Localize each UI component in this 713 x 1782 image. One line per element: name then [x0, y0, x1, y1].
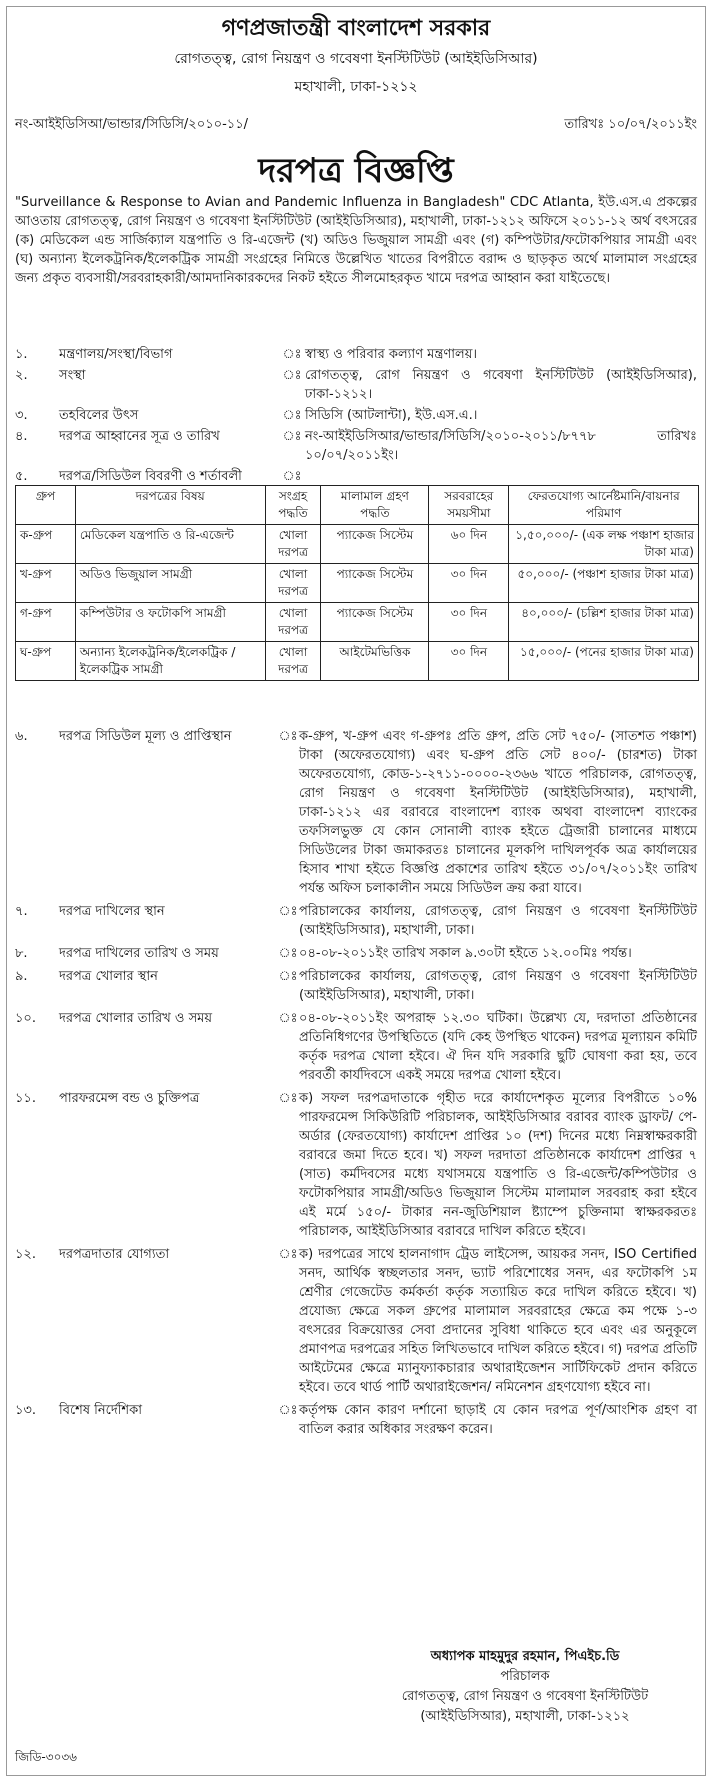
item-number: ২.	[15, 368, 28, 383]
info-item: ৩. তহবিলের উৎস ঃ সিডিসি (আটলান্টা), ইউ.এস.এ.।	[15, 406, 697, 425]
cell-amount: ৫০,০০০/- (পঞ্চাশ হাজার টাকা মাত্র)	[509, 564, 699, 603]
cell-receive: প্যাকেজ সিস্টেম	[321, 603, 429, 642]
term-number: ১১.	[15, 1091, 37, 1106]
info-item: ১. মন্ত্রণালয়/সংস্থা/বিভাগ ঃ স্বাস্থ্য ও পরিবার কল্যাণ মন্ত্রণালয়।	[15, 345, 697, 364]
term-item: ১০. দরপত্র খোলার তারিখ ও সময় ঃ ০৪-০৮-২০১১ইং অপরাহ্ন ১২.৩০ ঘটিকা। উল্লেখ্য যে, দরদাতা প্রতিষ্ঠানের প্রতিনিধিগণের উপস্থিতিতে (যদি কেহ উপস্থিত থাকেন) দরপত্র মূল্যায়ন কমিটি কর্তৃক দরপত্র খোলা হইবে। ঐ দিন যদি সরকারি ছুটি ঘোষণা করা হয়, তবে পরবর্তী কার্যদিবসে একই সময়ে দরপত্র খোলা হইবে।	[15, 1011, 697, 1083]
column-header: দরপত্রের বিষয়	[75, 486, 265, 525]
cell-amount: ১৫,০০০/- (পনের হাজার টাকা মাত্র)	[509, 642, 699, 681]
term-label: দরপত্র সিডিউল মূল্য ও প্রাপ্তিস্থান	[59, 729, 232, 744]
cell-time: ৩০ দিন	[429, 603, 509, 642]
term-value: ক) দরপত্রের সাথে হালনাগাদ ট্রেড লাইসেন্স, আয়কর সনদ, ISO Certified সনদ, আর্থিক স্বচ্ছলতার সনদ, ভ্যাট পরিশোধের সনদ, এর ফটোকপি ১ম শ্রেণীর গেজেটেড কর্মকর্তা কর্তৃক সত্যায়িত করে দাখিল করিতে হইবে। খ) প্রযোজ্য ক্ষেত্রে সকল গ্রুপের মালামাল সরবরাহের ক্ষেত্রে কম পক্ষে ১-৩ বৎসরের বিক্রয়োত্তর সেবা প্রদানের সুবিধা থাকিতে হবে এবং এর অনুকূলে প্রমাণপত্র দরপত্রের সহিত লিখিতভাবে দাখিল করিতে হইবে। গ) দরপত্র প্রতিটি আইটেমের ক্ষেত্রে ম্যানুফ্যাকচারার অথারাইজেশন সার্টিফিকেট প্রদান করিতে হইবে। তবে থার্ড পার্টি অথারাইজেশন/ নমিনেশন গ্রহণযোগ্য হইবে না।	[299, 1247, 697, 1395]
item-number: ৩.	[15, 408, 28, 423]
term-value: ক) সফল দরপত্রদাতাকে গৃহীত দরে কার্যাদেশকৃত মূল্যের বিপরীতে ১০% পারফরমেন্স সিকিউরিটি পরিচালক, আইইডিসিআর বরাবর ব্যাংক ড্রাফট/ পে-অর্ডার (ফেরতযোগ্য) কার্যাদেশ প্রাপ্তির ১০ (দশ) দিনের মধ্যে নিম্নস্বাক্ষরকারী বরাবরে জমা দিতে হবে। খ) সফল দরদাতা প্রতিষ্ঠানকে কার্যাদেশ প্রাপ্তির ৭ (সাত) কর্মদিবসের মধ্যে যথাসময়ে যন্ত্রপাতি ও রি-এজেন্ট/কম্পিউটার ও ফটোকপিয়ার সামগ্রী/অডিও ভিজুয়াল সিস্টেম মালামাল সরবরাহ করা হইবে এই মর্মে ১৫০/- টাকার নন-জুডিশিয়াল ষ্ট্যাম্পে চুক্তিনামা স্বাক্ষরকরতঃ পরিচালক, আইইডিসিআর বরাবরে দাখিল করিতে হইবে।	[299, 1091, 697, 1239]
term-number: ৬.	[15, 729, 28, 744]
cell-group: গ-গ্রুপ	[16, 603, 76, 642]
signature-block	[375, 1647, 675, 1727]
term-item: ৬. দরপত্র সিডিউল মূল্য ও প্রাপ্তিস্থান ঃ ক-গ্রুপ, খ-গ্রুপ এবং গ-গ্রুপঃ প্রতি গ্রুপ, প্রতি সেট ৭৫০/- (সাতশত পঞ্চাশ) টাকা (অফেরতযোগ্য) এবং ঘ-গ্রুপ প্রতি সেট ৪০০/- (চারশত) টাকা অফেরতযোগ্য, কোড-১-২৭১১-০০০০-২৩৬৬ খাতে পরিচালক, রোগতত্ত্ব, রোগ নিয়ন্ত্রণ ও গবেষণা ইনস্টিটিউট (আইইডিসিআর), মহাখালী, ঢাকা-১২১২ এর বরাবরে বাংলাদেশ ব্যাংক অথবা বাংলাদেশ ব্যাংকের তফসিলভুক্ত যে কোন সোনালী ব্যাংক হইতে ট্রেজারী চালানের মাধ্যমে সিডিউলের টাকা জমাকরতঃ চালানের মূলকপি দাখিলপূর্বক অত্র কার্যালয়ের হিসাব শাখা হইতে বিজ্ঞপ্তি প্রকাশের তারিখ হইতে ৩১/০৭/২০১১ইং তারিখ পর্যন্ত অফিস চলাকালীন সময়ে সিডিউল ক্রয় করা যাবে।	[15, 729, 697, 896]
tender-table	[15, 485, 699, 681]
term-item: ১৩. বিশেষ নির্দেশিকা ঃ কর্তৃপক্ষ কোন কারণ দর্শানো ছাড়াই যে কোন দরপত্র পূর্ণ/আংশিক গ্রহণ বা বাতিল করার অধিকার সংরক্ষণ করেন।	[15, 1403, 697, 1437]
info-items	[15, 345, 697, 488]
cell-method: খোলা দরপত্র	[265, 603, 321, 642]
term-value: পরিচালকের কার্যালয়, রোগতত্ত্ব, রোগ নিয়ন্ত্রণ ও গবেষণা ইনস্টিটিউট (আইইডিসিআর), মহাখালী, ঢাকা।	[299, 969, 697, 1003]
term-number: ৯.	[15, 969, 28, 984]
notice-title: দরপত্র বিজ্ঞপ্তি	[258, 151, 454, 191]
term-label: দরপত্র দাখিলের তারিখ ও সময়	[59, 946, 219, 961]
item-label: সংস্থা	[59, 368, 86, 383]
cell-method: খোলা দরপত্র	[265, 564, 321, 603]
cell-time: ৬০ দিন	[429, 525, 509, 564]
term-number: ১২.	[15, 1247, 37, 1262]
term-value: কর্তৃপক্ষ কোন কারণ দর্শানো ছাড়াই যে কোন দরপত্র পূর্ণ/আংশিক গ্রহণ বা বাতিল করার অধিকার সংরক্ষণ করেন।	[299, 1403, 697, 1437]
cell-receive: প্যাকেজ সিস্টেম	[321, 525, 429, 564]
item-label: তহবিলের উৎস	[59, 408, 139, 423]
term-number: ৮.	[15, 946, 28, 961]
cell-group: ঘ-গ্রুপ	[16, 642, 76, 681]
cell-subject: কম্পিউটার ও ফটোকপি সামগ্রী	[75, 603, 265, 642]
term-label: পারফরমেন্স বন্ড ও চুক্তিপত্র	[59, 1091, 200, 1106]
term-item: ৭. দরপত্র দাখিলের স্থান ঃ পরিচালকের কার্যালয়, রোগতত্ত্ব, রোগ নিয়ন্ত্রণ ও গবেষণা ইনস্টিটিউট (আইইডিসিআর), মহাখালী, ঢাকা।	[15, 904, 697, 938]
institute-address: মহাখালী, ঢাকা-১২১২	[294, 79, 418, 95]
cell-receive: প্যাকেজ সিস্টেম	[321, 564, 429, 603]
term-number: ১৩.	[15, 1403, 37, 1418]
term-item: ১১. পারফরমেন্স বন্ড ও চুক্তিপত্র ঃ ক) সফল দরপত্রদাতাকে গৃহীত দরে কার্যাদেশকৃত মূল্যের বিপরীতে ১০% পারফরমেন্স সিকিউরিটি পরিচালক, আইইডিসিআর বরাবর ব্যাংক ড্রাফট/ পে-অর্ডার (ফেরতযোগ্য) কার্যাদেশ প্রাপ্তির ১০ (দশ) দিনের মধ্যে নিম্নস্বাক্ষরকারী বরাবরে জমা দিতে হবে। খ) সফল দরদাতা প্রতিষ্ঠানকে কার্যাদেশ প্রাপ্তির ৭ (সাত) কর্মদিবসের মধ্যে যথাসময়ে যন্ত্রপাতি ও রি-এজেন্ট/কম্পিউটার ও ফটোকপিয়ার সামগ্রী/অডিও ভিজুয়াল সিস্টেম মালামাল সরবরাহ করা হইবে এই মর্মে ১৫০/- টাকার নন-জুডিশিয়াল ষ্ট্যাম্পে চুক্তিনামা স্বাক্ষরকরতঃ পরিচালক, আইইডিসিআর বরাবরে দাখিল করিতে হইবে।	[15, 1091, 697, 1239]
item-label: দরপত্র আহ্বানের সূত্র ও তারিখ	[59, 429, 220, 444]
cell-group: ক-গ্রুপ	[16, 525, 76, 564]
term-label: দরপত্র দাখিলের স্থান	[59, 904, 165, 919]
cell-subject: অন্যান্য ইলেকট্রনিক/ইলেকট্রিক /ইলেকট্রিক সামগ্রী	[75, 642, 265, 681]
item-value: সিডিসি (আটলান্টা), ইউ.এস.এ.।	[305, 408, 478, 423]
item-value	[305, 467, 697, 486]
item-value: স্বাস্থ্য ও পরিবার কল্যাণ মন্ত্রণালয়।	[305, 347, 478, 362]
cell-method: খোলা দরপত্র	[265, 525, 321, 564]
govt-heading: গণপ্রজাতন্ত্রী বাংলাদেশ সরকার	[221, 16, 491, 41]
cell-time: ৩০ দিন	[429, 642, 509, 681]
table-row	[16, 564, 699, 603]
signatory-name: অধ্যাপক মাহমুদুর রহমান, পিএইচ.ডি	[430, 1649, 620, 1664]
item-label: দরপত্র/সিডিউল বিবরণী ও শর্তাবলী	[59, 469, 242, 484]
terms-list	[15, 727, 697, 1443]
signatory-org: রোগতত্ত্ব, রোগ নিয়ন্ত্রণ ও গবেষণা ইনস্টিটিউট	[401, 1689, 649, 1704]
cell-subject: মেডিকেল যন্ত্রপাতি ও রি-এজেন্ট	[75, 525, 265, 564]
memo-number: নং-আইইডিসিআ/ভান্ডার/সিডিসি/২০১০-১১/	[15, 117, 249, 132]
term-value: পরিচালকের কার্যালয়, রোগতত্ত্ব, রোগ নিয়ন্ত্রণ ও গবেষণা ইনস্টিটিউট (আইইডিসিআর), মহাখালী, ঢাকা।	[299, 904, 697, 938]
cell-receive: আইটেমভিত্তিক	[321, 642, 429, 681]
info-item: ৫. দরপত্র/সিডিউল বিবরণী ও শর্তাবলী ঃ	[15, 467, 697, 486]
cell-amount: ৪০,০০০/- (চল্লিশ হাজার টাকা মাত্র)	[509, 603, 699, 642]
cell-time: ৩০ দিন	[429, 564, 509, 603]
intro-paragraph: "Surveillance & Response to Avian and Pandemic Influenza in Bangladesh" CDC Atlanta, ইউ.এস.এ প্রকল্পের আওতায় রোগতত্ত্ব, রোগ নিয়ন্ত্রণ ও গবেষণা ইনস্টিটিউট (আইইডিসিআর), মহাখালী, ঢাকা-১২১২ অফিসে ২০১১-১২ অর্থ বৎসরের (ক) মেডিকেল এন্ড সার্জিক্যাল যন্ত্রপাতি ও রি-এজেন্ট (খ) অডিও ভিজুয়াল সামগ্রী এবং (গ) কম্পিউটার/ফটোকপিয়ার সামগ্রী এবং (ঘ) অন্যান্য ইলেকট্রনিক/ইলেকট্রিক সামগ্রী সংগ্রহের নিমিত্তে উল্লেখিত খাতের বিপরীতে বরাদ্দ ও ছাড়কৃত অর্থে মালামাল সংগ্রহের জন্য প্রকৃত ব্যবসায়ী/সরবরাহকারী/আমদানিকারকদের নিকট হইতে সীলমোহরকৃত খামে দরপত্র আহ্বান করা যাইতেছে।	[15, 195, 697, 286]
term-number: ১০.	[15, 1011, 37, 1026]
signatory-org-address: (আইইডিসিআর), মহাখালী, ঢাকা-১২১২	[420, 1709, 630, 1724]
column-header: সংগ্রহ পদ্ধতি	[265, 486, 321, 525]
table-header-row	[16, 486, 699, 525]
term-label: দরপত্র খোলার তারিখ ও সময়	[59, 1011, 213, 1026]
item-number: ১.	[15, 347, 28, 362]
table-row	[16, 603, 699, 642]
term-label: দরপত্রদাতার যোগ্যতা	[59, 1247, 170, 1262]
institute-name: রোগতত্ত্ব, রোগ নিয়ন্ত্রণ ও গবেষণা ইনস্টিটিউট (আইইডিসিআর)	[174, 51, 538, 67]
term-label: বিশেষ নির্দেশিকা	[59, 1403, 142, 1418]
footer-code: জিডি-৩০৩৬	[15, 1750, 77, 1764]
column-header: ফেরতযোগ্য আর্নেষ্টমানি/বায়নার পরিমাণ	[509, 486, 699, 525]
term-item: ৯. দরপত্র খোলার স্থান ঃ পরিচালকের কার্যালয়, রোগতত্ত্ব, রোগ নিয়ন্ত্রণ ও গবেষণা ইনস্টিটিউট (আইইডিসিআর), মহাখালী, ঢাকা।	[15, 969, 697, 1003]
cell-subject: অডিও ভিজুয়াল সামগ্রী	[75, 564, 265, 603]
info-item: ২. সংস্থা ঃ রোগতত্ত্ব, রোগ নিয়ন্ত্রণ ও গবেষণা ইনস্টিটিউট (আইইডিসিআর), ঢাকা-১২১২।	[15, 368, 697, 402]
signatory-designation: পরিচালক	[500, 1669, 550, 1684]
memo-date: তারিখঃ ১০/০৭/২০১১ইং	[564, 117, 697, 132]
cell-amount: ১,৫০,০০০/- (এক লক্ষ পঞ্চাশ হাজার টাকা মাত্র)	[509, 525, 699, 564]
table-row	[16, 642, 699, 681]
item-value: নং-আইইডিসিআর/ভান্ডার/সিডিসি/২০১০-২০১১/৮৭৭৮ তারিখঃ ১০/০৭/২০১১ইং।	[305, 429, 697, 463]
item-number: ৪.	[15, 429, 28, 444]
item-value: রোগতত্ত্ব, রোগ নিয়ন্ত্রণ ও গবেষণা ইনস্টিটিউট (আইইডিসিআর), ঢাকা-১২১২।	[305, 368, 697, 402]
reference-line	[15, 115, 697, 136]
term-item: ৮. দরপত্র দাখিলের তারিখ ও সময় ঃ ০৪-০৮-২০১১ইং তারিখ সকাল ৯.৩০টা হইতে ১২.০০মিঃ পর্যন্ত।	[15, 944, 697, 963]
item-number: ৫.	[15, 469, 28, 484]
cell-method: খোলা দরপত্র	[265, 642, 321, 681]
term-item: ১২. দরপত্রদাতার যোগ্যতা ঃ ক) দরপত্রের সাথে হালনাগাদ ট্রেড লাইসেন্স, আয়কর সনদ, ISO Certified সনদ, আর্থিক স্বচ্ছলতার সনদ, ভ্যাট পরিশোধের সনদ, এর ফটোকপি ১ম শ্রেণীর গেজেটেড কর্মকর্তা কর্তৃক সত্যায়িত করে দাখিল করিতে হইবে। খ) প্রযোজ্য ক্ষেত্রে সকল গ্রুপের মালামাল সরবরাহের ক্ষেত্রে কম পক্ষে ১-৩ বৎসরের বিক্রয়োত্তর সেবা প্রদানের সুবিধা থাকিতে হবে এবং এর অনুকূলে প্রমাণপত্র দরপত্রের সহিত লিখিতভাবে দাখিল করিতে হইবে। গ) দরপত্র প্রতিটি আইটেমের ক্ষেত্রে ম্যানুফ্যাকচারার অথারাইজেশন সার্টিফিকেট প্রদান করিতে হইবে। তবে থার্ড পার্টি অথারাইজেশন/ নমিনেশন গ্রহণযোগ্য হইবে না।	[15, 1247, 697, 1395]
term-number: ৭.	[15, 904, 28, 919]
term-value: ক-গ্রুপ, খ-গ্রুপ এবং গ-গ্রুপঃ প্রতি গ্রুপ, প্রতি সেট ৭৫০/- (সাতশত পঞ্চাশ) টাকা (অফেরতযোগ্য) এবং ঘ-গ্রুপ প্রতি সেট ৪০০/- (চারশত) টাকা অফেরতযোগ্য, কোড-১-২৭১১-০০০০-২৩৬৬ খাতে পরিচালক, রোগতত্ত্ব, রোগ নিয়ন্ত্রণ ও গবেষণা ইনস্টিটিউট (আইইডিসিআর), মহাখালী, ঢাকা-১২১২ এর বরাবরে বাংলাদেশ ব্যাংক অথবা বাংলাদেশ ব্যাংকের তফসিলভুক্ত যে কোন সোনালী ব্যাংক হইতে ট্রেজারী চালানের মাধ্যমে সিডিউলের টাকা জমাকরতঃ চালানের মূলকপি দাখিলপূর্বক অত্র কার্যালয়ের হিসাব শাখা হইতে বিজ্ঞপ্তি প্রকাশের তারিখ হইতে ৩১/০৭/২০১১ইং তারিখ পর্যন্ত অফিস চলাকালীন সময়ে সিডিউল ক্রয় করা যাবে।	[299, 729, 697, 896]
cell-group: খ-গ্রুপ	[16, 564, 76, 603]
term-value: ০৪-০৮-২০১১ইং তারিখ সকাল ৯.৩০টা হইতে ১২.০০মিঃ পর্যন্ত।	[299, 946, 632, 961]
item-label: মন্ত্রণালয়/সংস্থা/বিভাগ	[59, 347, 173, 362]
table-row	[16, 525, 699, 564]
notice-page	[6, 6, 706, 1776]
column-header: সরবরাহের সময়সীমা	[429, 486, 509, 525]
column-header: মালামাল গ্রহণ পদ্ধতি	[321, 486, 429, 525]
term-label: দরপত্র খোলার স্থান	[59, 969, 158, 984]
column-header: গ্রুপ	[16, 486, 76, 525]
info-item: ৪. দরপত্র আহ্বানের সূত্র ও তারিখ ঃ নং-আইইডিসিআর/ভান্ডার/সিডিসি/২০১০-২০১১/৮৭৭৮ তারিখঃ ১০/০৭/২০১১ইং।	[15, 429, 697, 463]
term-value: ০৪-০৮-২০১১ইং অপরাহ্ন ১২.৩০ ঘটিকা। উল্লেখ্য যে, দরদাতা প্রতিষ্ঠানের প্রতিনিধিগণের উপস্থিতিতে (যদি কেহ উপস্থিত থাকেন) দরপত্র মূল্যায়ন কমিটি কর্তৃক দরপত্র খোলা হইবে। ঐ দিন যদি সরকারি ছুটি ঘোষণা করা হয়, তবে পরবর্তী কার্যদিবসে একই সময়ে দরপত্র খোলা হইবে।	[299, 1011, 697, 1083]
